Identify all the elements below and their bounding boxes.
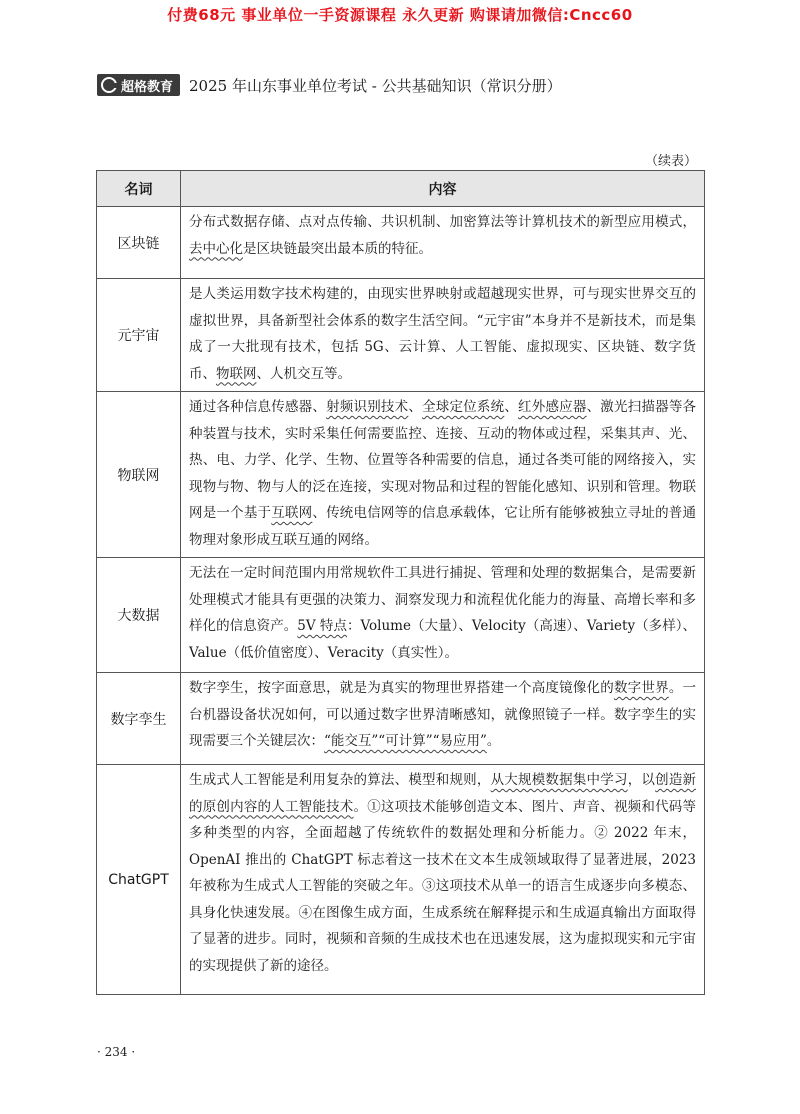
page-header xyxy=(97,72,703,98)
table-body xyxy=(97,207,705,995)
key-phrase: 数字世界 xyxy=(613,680,669,696)
content-text: ，以 xyxy=(627,772,656,788)
key-phrase: 射频识别技术 xyxy=(326,399,409,415)
column-header-content: 内容 xyxy=(181,171,705,207)
content-text: 、 xyxy=(408,399,423,415)
term-cell: ChatGPT xyxy=(97,765,181,995)
key-phrase: “能交互”“可计算”“易应用” xyxy=(324,733,487,749)
content-cell xyxy=(181,392,705,558)
term-cell: 元宇宙 xyxy=(97,279,181,392)
content-cell xyxy=(181,673,705,765)
table-row xyxy=(97,392,705,558)
key-phrase: 全球定位系统 xyxy=(422,399,505,415)
content-text: 数字孪生，按字面意思，就是为真实的物理世界搭建一个高度镜像化的 xyxy=(189,680,614,696)
watermark-banner: 付费68元 事业单位一手资源课程 永久更新 购课请加微信:Cncc60 xyxy=(167,6,633,24)
content-cell xyxy=(181,765,705,995)
content-text: 分布式数据存储、点对点传输、共识机制、加密算法等计算机技术的新型应用模式， xyxy=(189,214,696,230)
table-row xyxy=(97,673,705,765)
content-text: ：Volume（大量）、Velocity（高速）、Variety（多样）、Value（低价值密度）、Veracity（真实性）。 xyxy=(189,618,697,661)
content-cell xyxy=(181,279,705,392)
content-cell xyxy=(181,558,705,673)
content-text: 无法在一定时间范围内用常规软件工具进行捕捉、管理和处理的数据集合，是需要新处理模式才能具有更强的决策力、洞察发现力和流程优化能力的海量、高增长率和多样化的信息资产。 xyxy=(189,565,696,634)
term-cell: 大数据 xyxy=(97,558,181,673)
key-phrase: 去中心化 xyxy=(189,240,243,257)
key-phrase: 红外感应器 xyxy=(518,399,587,415)
content-text: 、激光扫描器等各种装置与技术，实时采集任何需要监控、连接、互动的物体或过程，采集其声、光、热、电、力学、化学、生物、位置等各种需要的信息，通过各类可能的网络接入，实现物与物、物与人的泛在连接，实现对物品和过程的智能化感知、识别和管理。物联网是一个基于 xyxy=(189,399,697,521)
table-row xyxy=(97,207,705,279)
continued-label: （续表） xyxy=(644,154,697,169)
content-text: 是区块链最突出最本质的特征。 xyxy=(243,240,432,257)
term-cell: 物联网 xyxy=(97,392,181,558)
content-text: 、传统电信网等的信息承载体，它让所有能够被独立寻址的普通物理对象形成互联互通的网络。 xyxy=(189,505,696,548)
table-row xyxy=(97,558,705,673)
content-text: 。①这项技术能够创造文本、图片、声音、视频和代码等多种类型的内容，全面超越了传统软件的数据处理和分析能力。② 2022 年末，OpenAI 推出的 ChatGPT 标志着这一技术在文本生成领域取得了显著进展，2023 年被称为生成式人工智能的突破之年。③这项技术从单一的语言生成逐步向多模态、具身化快速发展。④在图像生成方面，生成系统在解释提示和生成逼真输出方面取得了显著的进步。同时，视频和音频的生成技术也在迅速发展，这为虚拟现实和元宇宙的实现提供了新的途径。 xyxy=(189,798,696,974)
content-text: 是人类运用数字技术构建的，由现实世界映射或超越现实世界，可与现实世界交互的虚拟世界，具备新型社会体系的数字生活空间。“元宇宙”本身并不是新技术，而是集成了一大批现有技术，包括 5G、云计算、人工智能、虚拟现实、区块链、数字货币、 xyxy=(189,286,696,382)
term-cell: 数字孪生 xyxy=(97,673,181,765)
key-phrase: 创造新的原创内容的人工智能技术 xyxy=(189,772,697,815)
logo-text: 超格教育 xyxy=(121,79,174,95)
content-text: 。 xyxy=(486,733,501,749)
publisher-logo xyxy=(97,74,180,96)
terms-table xyxy=(96,170,705,995)
term-cell: 区块链 xyxy=(97,207,181,279)
table-row xyxy=(97,279,705,392)
content-text: 、人机交互等。 xyxy=(256,365,351,382)
key-phrase: 从大规模数据集中学习 xyxy=(490,772,628,788)
book-title: 2025 年山东事业单位考试 - 公共基础知识（常识分册） xyxy=(189,76,562,95)
page-number: · 234 · xyxy=(97,1045,136,1059)
content-text: 、 xyxy=(504,399,519,415)
key-phrase: 互联网 xyxy=(271,505,313,521)
table-header-row xyxy=(97,171,705,207)
content-text: 生成式人工智能是利用复杂的算法、模型和规则， xyxy=(189,772,491,788)
key-phrase: 物联网 xyxy=(216,365,257,382)
logo-g-icon xyxy=(101,77,117,93)
table-row xyxy=(97,765,705,995)
content-text: 。一台机器设备状况如何，可以通过数字世界清晰感知，就像照镜子一样。数字孪生的实现需要三个关键层次： xyxy=(189,680,697,749)
content-cell xyxy=(181,207,705,279)
column-header-term: 名词 xyxy=(97,171,181,207)
content-text: 通过各种信息传感器、 xyxy=(189,399,327,415)
key-phrase: 5V 特点 xyxy=(297,618,347,634)
